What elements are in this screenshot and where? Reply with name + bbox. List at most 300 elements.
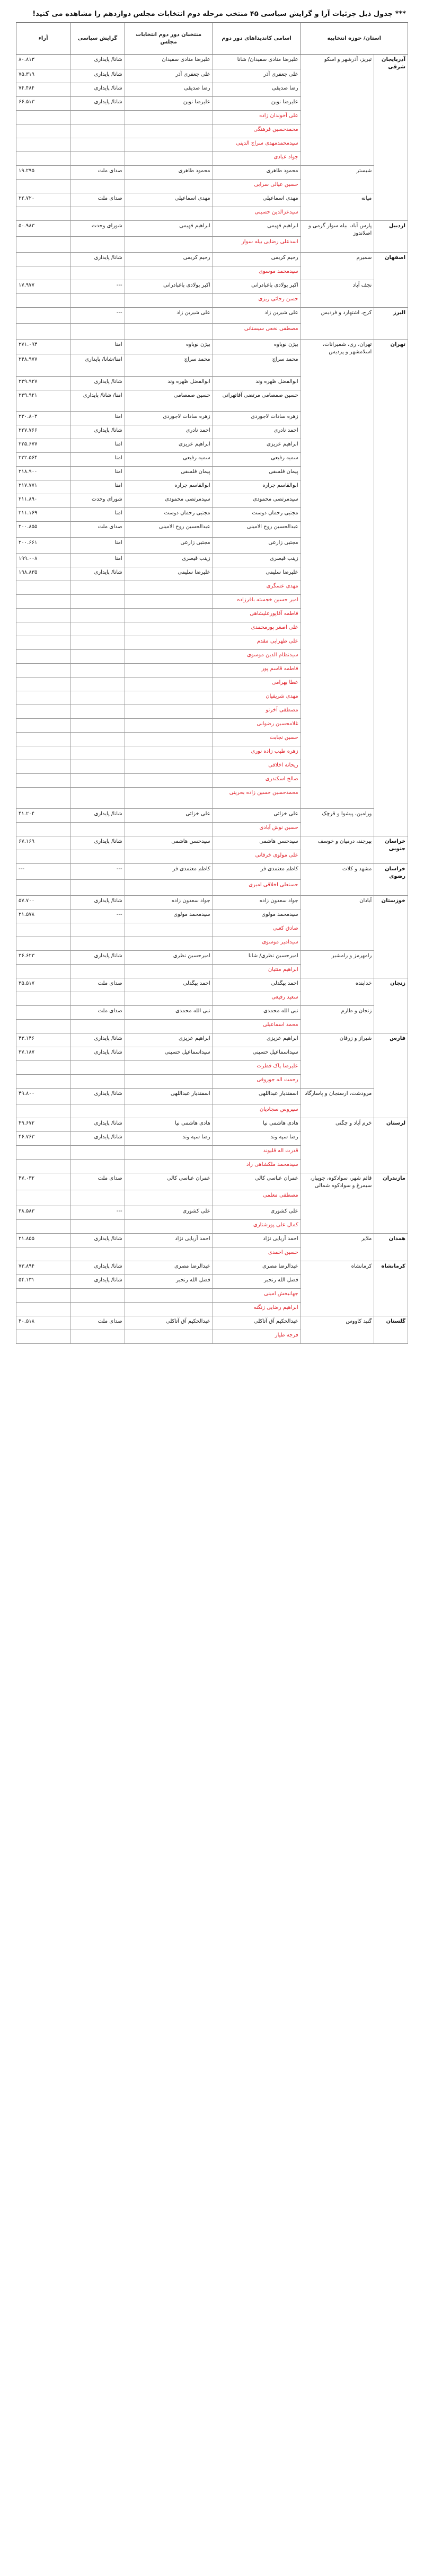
faction-cell: شانا/ پایداری — [70, 253, 125, 266]
winner-cell — [125, 1330, 213, 1344]
faction-cell — [70, 937, 125, 951]
votes-cell — [16, 705, 70, 719]
province-cell: زنجان — [374, 978, 408, 1033]
votes-cell: ۳۷.۱۸۷ — [16, 1047, 70, 1061]
votes-cell — [16, 746, 70, 760]
table-row — [16, 1033, 408, 1047]
winner-cell: مهدی اسماعیلی — [125, 193, 213, 207]
faction-cell — [70, 294, 125, 308]
winner-cell: رضا صدیقی — [125, 83, 213, 97]
candidate-cell: محمدحسین حسین زاده بحرینی — [213, 788, 301, 809]
candidate-cell: سیدمرتضی محمودی — [213, 494, 301, 508]
district-cell: شیراز و زرقان — [301, 1033, 374, 1089]
candidate-cell: مجتبی زارعی — [213, 538, 301, 554]
district-cell: کرج، اشتهارد و فردیس — [301, 308, 374, 340]
candidate-cell: حسین نجابت — [213, 733, 301, 746]
votes-cell: ۲۲.۷۲۰ — [16, 193, 70, 207]
table-row — [16, 951, 408, 965]
winner-cell: اسفندیار عبداللهی — [125, 1089, 213, 1104]
winner-cell — [125, 1061, 213, 1075]
district-cell: مرودشت، ارسنجان و پاسارگاد — [301, 1089, 374, 1118]
votes-cell: ۵۰.۹۸۳ — [16, 221, 70, 237]
votes-cell: --- — [16, 864, 70, 880]
table-row — [16, 864, 408, 880]
table-row — [16, 1316, 408, 1330]
votes-cell — [16, 923, 70, 937]
district-cell: زنجان و طارم — [301, 1006, 374, 1033]
faction-cell: شانا/ پایداری — [70, 69, 125, 83]
votes-cell — [16, 1160, 70, 1173]
candidate-cell: حسین احمدی — [213, 1247, 301, 1261]
winner-cell: احمد آریایی نژاد — [125, 1234, 213, 1247]
faction-cell: امنا/شانا/ پایداری — [70, 354, 125, 377]
winner-cell: سیدحسن هاشمی — [125, 836, 213, 850]
candidate-cell: فرجه طیار — [213, 1330, 301, 1344]
table-row — [16, 809, 408, 823]
votes-cell — [16, 1020, 70, 1033]
faction-cell — [70, 880, 125, 896]
candidate-cell: صالح اسکندری — [213, 774, 301, 788]
district-cell: مشهد و کلات — [301, 864, 374, 896]
winner-cell: حسین صمصامی — [125, 390, 213, 412]
votes-cell — [16, 774, 70, 788]
votes-cell: ۲۱۸.۹۰۰ — [16, 467, 70, 480]
candidate-cell: ابراهیم عزیزی — [213, 439, 301, 453]
faction-cell — [70, 152, 125, 166]
votes-cell — [16, 124, 70, 138]
candidate-cell: محمد اسماعیلی — [213, 1020, 301, 1033]
votes-cell — [16, 760, 70, 774]
faction-cell — [70, 1303, 125, 1316]
faction-cell: امنا — [70, 538, 125, 554]
candidate-cell: اسفندیار عبداللهی — [213, 1089, 301, 1104]
votes-cell: ۲۰۰.۶۶۱ — [16, 538, 70, 554]
votes-cell: ۴۹.۶۷۲ — [16, 1118, 70, 1132]
votes-cell — [16, 636, 70, 650]
faction-cell — [70, 581, 125, 595]
votes-cell: ۲۱۱.۸۹۰ — [16, 494, 70, 508]
faction-cell: --- — [70, 910, 125, 923]
candidate-cell: سیدنظام الدین موسوی — [213, 650, 301, 664]
candidate-cell: رضا سپه وند — [213, 1132, 301, 1146]
table-row — [16, 1234, 408, 1247]
candidate-cell: فضل الله رنجبر — [213, 1275, 301, 1289]
votes-cell — [16, 691, 70, 705]
candidate-cell: زهره سادات لاجوردی — [213, 412, 301, 425]
votes-cell: ۱۹۹.۰۰۸ — [16, 554, 70, 567]
winner-cell: ابوالقاسم جراره — [125, 480, 213, 494]
winner-cell: محمود طاهری — [125, 166, 213, 180]
winner-cell — [125, 1020, 213, 1033]
votes-cell: ۲۴۸.۹۷۷ — [16, 354, 70, 377]
faction-cell — [70, 124, 125, 138]
winner-cell — [125, 1075, 213, 1089]
candidate-cell: حسین عیالی سرابی — [213, 180, 301, 193]
candidate-cell: علیرضا سلیمی — [213, 567, 301, 581]
faction-cell: صدای ملت — [70, 522, 125, 538]
candidate-cell: سیدعزالدین حسینی — [213, 207, 301, 221]
faction-cell — [70, 138, 125, 152]
votes-cell — [16, 1289, 70, 1303]
winner-cell — [125, 705, 213, 719]
province-cell: همدان — [374, 1234, 408, 1261]
candidate-cell: کمال علی پورشتاری — [213, 1220, 301, 1234]
candidate-cell: سیدمحمد ملکشاهی راد — [213, 1160, 301, 1173]
winner-cell: ابراهیم عزیزی — [125, 439, 213, 453]
winner-cell: سیدمرتضی محمودی — [125, 494, 213, 508]
faction-cell: امنا — [70, 453, 125, 467]
faction-cell: شانا/ پایداری — [70, 55, 125, 69]
faction-cell — [70, 733, 125, 746]
district-cell: خرم آباد و چگنی — [301, 1118, 374, 1173]
votes-cell — [16, 152, 70, 166]
votes-cell — [16, 253, 70, 266]
faction-cell: شانا/ پایداری — [70, 1033, 125, 1047]
votes-cell — [16, 609, 70, 622]
candidate-cell: مصطفی آخرتو — [213, 705, 301, 719]
faction-cell — [70, 1075, 125, 1089]
winner-cell: علی شیرین زاد — [125, 308, 213, 324]
candidate-cell: احمد نادری — [213, 425, 301, 439]
votes-cell — [16, 266, 70, 280]
winner-cell — [125, 788, 213, 809]
candidate-cell: علیرضا منادی سفیدان/ شانا — [213, 55, 301, 69]
votes-cell — [16, 1220, 70, 1234]
faction-cell — [70, 180, 125, 193]
winner-cell — [125, 138, 213, 152]
candidate-cell: محمود طاهری — [213, 166, 301, 180]
winner-cell — [125, 111, 213, 124]
candidate-cell: ابراهیم عزیزی — [213, 1033, 301, 1047]
candidate-cell: ریحانه اخلاقی — [213, 760, 301, 774]
district-cell: بیرجند، درمیان و خوسف — [301, 836, 374, 864]
winner-cell: فضل الله رنجبر — [125, 1275, 213, 1289]
faction-cell: --- — [70, 1206, 125, 1220]
district-cell: میانه — [301, 193, 374, 221]
votes-cell: ۲۱۷.۷۷۱ — [16, 480, 70, 494]
table-row — [16, 166, 408, 180]
votes-cell — [16, 1104, 70, 1118]
faction-cell — [70, 1146, 125, 1160]
candidate-cell: فاطمه قاسم پور — [213, 664, 301, 678]
table-row — [16, 340, 408, 354]
candidate-cell: علی شیرین زاد — [213, 308, 301, 324]
votes-cell: ۷۵.۳۱۹ — [16, 69, 70, 83]
province-cell: فارس — [374, 1033, 408, 1118]
faction-cell — [70, 622, 125, 636]
faction-cell: شانا/ پایداری — [70, 951, 125, 965]
candidate-cell: سیدحسن هاشمی — [213, 836, 301, 850]
candidate-cell: علی خزائی — [213, 809, 301, 823]
candidate-cell: قدرت اله قلیوند — [213, 1146, 301, 1160]
candidate-cell: نبی الله محمدی — [213, 1006, 301, 1020]
candidate-cell: سیدمحمدمهدی سراج الدینی — [213, 138, 301, 152]
candidate-cell: رحمت اله جوروفی — [213, 1075, 301, 1089]
candidate-cell: حسن رجائی ریزی — [213, 294, 301, 308]
header-winners: منتخبان دور دوم انتخابات مجلس — [125, 23, 213, 55]
winner-cell: پیمان فلسفی — [125, 467, 213, 480]
table-row — [16, 896, 408, 910]
votes-cell — [16, 207, 70, 221]
winner-cell — [125, 691, 213, 705]
votes-cell: ۲۷۱.۰۹۴ — [16, 340, 70, 354]
page-title: *** جدول ذیل جزئیات آرا و گرایش سیاسی ۴۵ منتخب مرحله دوم انتخابات مجلس دوازدهم را مشاهده می کنید! — [32, 10, 406, 18]
winner-cell — [125, 622, 213, 636]
votes-cell — [16, 581, 70, 595]
votes-cell — [16, 294, 70, 308]
winner-cell: عبدالحسین روح الامینی — [125, 522, 213, 538]
winner-cell — [125, 1146, 213, 1160]
winner-cell: عبدالحکیم آق آتاکلی — [125, 1316, 213, 1330]
district-cell: ورامین، پیشوا و قرچک — [301, 809, 374, 836]
winner-cell — [125, 719, 213, 733]
winner-cell — [125, 636, 213, 650]
province-cell: خراسان جنوبی — [374, 836, 408, 864]
faction-cell: صدای ملت — [70, 1316, 125, 1330]
winner-cell: احمد بیگدلی — [125, 978, 213, 992]
candidate-cell: حسین نوش آبادی — [213, 823, 301, 836]
candidate-cell: غلامحسین رضوانی — [213, 719, 301, 733]
votes-cell — [16, 650, 70, 664]
province-cell: کرمانشاه — [374, 1261, 408, 1316]
faction-cell — [70, 1289, 125, 1303]
faction-cell: امنا — [70, 439, 125, 453]
province-cell: تهران — [374, 340, 408, 836]
votes-cell: ۵۷.۷۰۰ — [16, 896, 70, 910]
votes-cell — [16, 992, 70, 1006]
votes-cell — [16, 324, 70, 340]
votes-cell: ۱۹۸.۸۳۵ — [16, 567, 70, 581]
winner-cell — [125, 294, 213, 308]
faction-cell: شانا/ پایداری — [70, 1118, 125, 1132]
votes-cell — [16, 1303, 70, 1316]
faction-cell: امنا — [70, 554, 125, 567]
winner-cell: ابراهیم فهیمی — [125, 221, 213, 237]
votes-cell — [16, 880, 70, 896]
votes-cell: ۲۳۹.۹۲۷ — [16, 377, 70, 390]
faction-cell: امنا — [70, 412, 125, 425]
winner-cell: جواد سعدون زاده — [125, 896, 213, 910]
faction-cell: امنا — [70, 340, 125, 354]
candidate-cell: جهانبخش امینی — [213, 1289, 301, 1303]
candidate-cell: محمدحسین فرهنگی — [213, 124, 301, 138]
votes-cell: ۳۸.۵۸۳ — [16, 1206, 70, 1220]
winner-cell: علیرضا نوین — [125, 97, 213, 111]
winner-cell — [125, 760, 213, 774]
faction-cell: شانا/ پایداری — [70, 1089, 125, 1104]
candidate-cell: سیدمحمد موسوی — [213, 266, 301, 280]
faction-cell — [70, 774, 125, 788]
votes-cell — [16, 595, 70, 609]
votes-cell: ۲۰۰.۸۵۵ — [16, 522, 70, 538]
votes-cell — [16, 622, 70, 636]
faction-cell — [70, 823, 125, 836]
table-header-row — [16, 23, 408, 55]
winner-cell: هادی هاشمی نیا — [125, 1118, 213, 1132]
candidate-cell: پیمان فلسفی — [213, 467, 301, 480]
votes-cell: ۲۳۰.۸۰۳ — [16, 412, 70, 425]
winner-cell — [125, 1160, 213, 1173]
candidate-cell: علی آخوندان زاده — [213, 111, 301, 124]
candidate-cell: عبدالرضا مصری — [213, 1261, 301, 1275]
header-candidates: اسامی کاندیداهای دور دوم — [213, 23, 301, 55]
faction-cell — [70, 850, 125, 864]
faction-cell — [70, 760, 125, 774]
faction-cell: شانا/ پایداری — [70, 1275, 125, 1289]
winner-cell — [125, 650, 213, 664]
votes-cell: ۲۲۵.۶۷۷ — [16, 439, 70, 453]
candidate-cell: ابراهیم رضایی زنگنه — [213, 1303, 301, 1316]
winner-cell: عمران عباسی کالی — [125, 1173, 213, 1190]
votes-cell: ۴۱.۲۰۴ — [16, 809, 70, 823]
candidate-cell: سیدامیر موسوی — [213, 937, 301, 951]
votes-cell — [16, 237, 70, 253]
candidate-cell: مهدی شریفیان — [213, 691, 301, 705]
district-cell: شبستر — [301, 166, 374, 193]
faction-cell — [70, 1247, 125, 1261]
district-cell: آبادان — [301, 896, 374, 951]
faction-cell: شانا/ پایداری — [70, 567, 125, 581]
winner-cell — [125, 823, 213, 836]
candidate-cell: علی ظهرابی مقدم — [213, 636, 301, 650]
faction-cell — [70, 664, 125, 678]
table-row — [16, 221, 408, 237]
district-cell: قائم شهر، سوادکوه، جویبار، سیمرغ و سوادکوه شمالی — [301, 1173, 374, 1234]
winner-cell — [125, 1247, 213, 1261]
winner-cell: علیرضا منادی سفیدان — [125, 55, 213, 69]
district-cell: پارس آباد، بیله سوار گرمی و اصلاندوز — [301, 221, 374, 253]
winner-cell — [125, 774, 213, 788]
table-row — [16, 253, 408, 266]
faction-cell: امنا — [70, 508, 125, 522]
votes-cell — [16, 111, 70, 124]
faction-cell — [70, 111, 125, 124]
candidate-cell: علیرضا نوین — [213, 97, 301, 111]
header-faction: گرایش سیاسی — [70, 23, 125, 55]
winner-cell — [125, 850, 213, 864]
table-row — [16, 308, 408, 324]
votes-cell — [16, 965, 70, 978]
votes-cell — [16, 1330, 70, 1344]
faction-cell — [70, 705, 125, 719]
votes-cell: ۷۳.۸۹۴ — [16, 1261, 70, 1275]
winner-cell — [125, 1289, 213, 1303]
province-cell: مازندران — [374, 1173, 408, 1234]
winner-cell — [125, 1104, 213, 1118]
candidate-cell: سیداسماعیل حسینی — [213, 1047, 301, 1061]
candidate-cell: اسدعلی رضایی بیله سوار — [213, 237, 301, 253]
votes-cell: ۴۶.۷۶۳ — [16, 1132, 70, 1146]
votes-cell: ۴۰.۵۱۸ — [16, 1316, 70, 1330]
faction-cell — [70, 788, 125, 809]
winner-cell — [125, 324, 213, 340]
province-cell: البرز — [374, 308, 408, 340]
candidate-cell: مهدی اسماعیلی — [213, 193, 301, 207]
winner-cell: علی کشوری — [125, 1206, 213, 1220]
votes-cell: ۶۶.۵۱۳ — [16, 97, 70, 111]
faction-cell: شانا/ پایداری — [70, 896, 125, 910]
winner-cell — [125, 1220, 213, 1234]
faction-cell: شانا/ پایداری — [70, 1234, 125, 1247]
winner-cell: علی خزائی — [125, 809, 213, 823]
votes-cell — [16, 1190, 70, 1206]
votes-cell: ۳۵.۵۱۷ — [16, 978, 70, 992]
faction-cell — [70, 1160, 125, 1173]
winner-cell: احمد نادری — [125, 425, 213, 439]
candidate-cell: مهدی عسگری — [213, 581, 301, 595]
candidate-cell: عبدالحسین روح الامینی — [213, 522, 301, 538]
faction-cell: --- — [70, 864, 125, 880]
votes-cell: ۲۱۱.۱۶۹ — [16, 508, 70, 522]
faction-cell: صدای ملت — [70, 1006, 125, 1020]
winner-cell: سیداسماعیل حسینی — [125, 1047, 213, 1061]
votes-cell — [16, 1247, 70, 1261]
winner-cell: اکبر پولادی باغبادرانی — [125, 280, 213, 294]
votes-cell — [16, 1146, 70, 1160]
votes-cell — [16, 1006, 70, 1020]
province-cell: لرستان — [374, 1118, 408, 1173]
candidate-cell: علی کشوری — [213, 1206, 301, 1220]
winner-cell — [125, 180, 213, 193]
votes-cell — [16, 719, 70, 733]
candidate-cell: علیرضا پاک فطرت — [213, 1061, 301, 1075]
faction-cell: شانا/ پایداری — [70, 1261, 125, 1275]
winner-cell: محمد سراج — [125, 354, 213, 377]
votes-cell: ۴۳.۱۴۶ — [16, 1033, 70, 1047]
candidate-cell: مجتبی رحمان دوست — [213, 508, 301, 522]
winner-cell — [125, 152, 213, 166]
candidate-cell: بیژن نوباوه — [213, 340, 301, 354]
district-cell: ملایر — [301, 1234, 374, 1261]
candidate-cell: اکبر پولادی باغبادرانی — [213, 280, 301, 294]
faction-cell — [70, 1061, 125, 1075]
votes-cell: ۸۰.۸۱۳ — [16, 55, 70, 69]
votes-cell — [16, 1061, 70, 1075]
winner-cell — [125, 965, 213, 978]
faction-cell — [70, 678, 125, 691]
faction-cell: شورای وحدت — [70, 494, 125, 508]
votes-cell — [16, 664, 70, 678]
candidate-cell: زهره طیب زاده نوری — [213, 746, 301, 760]
winner-cell: کاظم معتمدی فر — [125, 864, 213, 880]
winner-cell — [125, 595, 213, 609]
faction-cell: شورای وحدت — [70, 221, 125, 237]
faction-cell — [70, 595, 125, 609]
winner-cell — [125, 678, 213, 691]
candidate-cell: علی مولوی خرقانی — [213, 850, 301, 864]
province-cell: اصفهان — [374, 253, 408, 308]
faction-cell: شانا/ پایداری — [70, 97, 125, 111]
votes-cell — [16, 308, 70, 324]
votes-cell — [16, 138, 70, 152]
candidate-cell: سمیه رفیعی — [213, 453, 301, 467]
winner-cell — [125, 581, 213, 595]
candidate-cell: حسنعلی اخلاقی امیری — [213, 880, 301, 896]
faction-cell — [70, 992, 125, 1006]
faction-cell — [70, 691, 125, 705]
votes-cell: ۲۳۹.۹۲۱ — [16, 390, 70, 412]
candidate-cell: فاطمه آقاپورعلیشاهی — [213, 609, 301, 622]
district-cell: تبریز، آذرشهر و اسکو — [301, 55, 374, 166]
faction-cell — [70, 965, 125, 978]
candidate-cell: رحیم کریمی — [213, 253, 301, 266]
district-cell: رامهرمز و رامشیر — [301, 951, 374, 978]
table-row — [16, 1118, 408, 1132]
faction-cell: شانا/ پایداری — [70, 377, 125, 390]
faction-cell — [70, 636, 125, 650]
header-votes: آراء — [16, 23, 70, 55]
votes-cell: ۵۴.۱۳۱ — [16, 1275, 70, 1289]
